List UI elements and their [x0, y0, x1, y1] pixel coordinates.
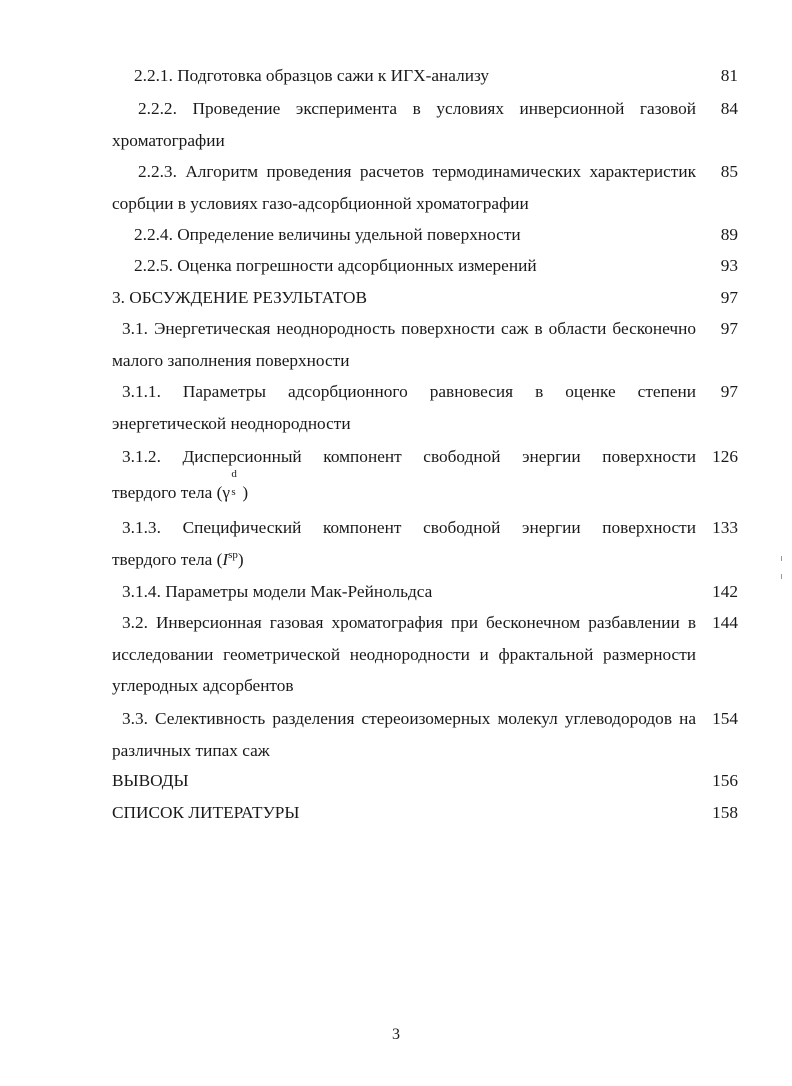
- toc-entry-title: 3.1.3. Специфический компонент свободной энергии поверхности: [122, 518, 696, 537]
- toc-entry-page: 126: [712, 447, 738, 466]
- toc-entry-title-end: ): [237, 550, 244, 569]
- toc-entry-title: 3.1.4. Параметры модели Мак-Рейнольдса: [122, 582, 433, 601]
- toc-entry-title: СПИСОК ЛИТЕРАТУРЫ: [112, 803, 300, 822]
- specific-energy-symbol: I: [222, 550, 229, 569]
- toc-entry-title-cont: твердого тела (: [112, 483, 223, 502]
- page-number: 3: [392, 1026, 400, 1043]
- toc-entry-page: 158: [712, 803, 738, 822]
- toc-entry-title: 2.2.3. Алгоритм проведения расчетов термодинамических характеристик сорбции в условиях газо-адсорбционной хроматографии: [112, 162, 696, 213]
- toc-entry-page: 85: [720, 162, 738, 181]
- toc-entry-title: 2.2.5. Оценка погрешности адсорбционных измерений: [134, 256, 537, 275]
- toc-entry-title: 3. ОБСУЖДЕНИЕ РЕЗУЛЬТАТОВ: [112, 288, 367, 307]
- toc-entry-page: 142: [712, 582, 738, 601]
- toc-entry-continuation: [112, 468, 740, 509]
- gamma-superscript: d: [231, 468, 237, 480]
- scan-speck: [781, 574, 782, 579]
- toc-entry-title-end: ): [242, 483, 249, 502]
- gamma-subscript: s: [231, 486, 236, 498]
- toc-entry-page: 154: [712, 709, 738, 728]
- toc-entry-title: 2.2.1. Подготовка образцов сажи к ИГХ-анализу: [134, 66, 490, 85]
- toc-entry-page: 84: [720, 99, 738, 118]
- toc-entry-title-cont: твердого тела (: [112, 550, 223, 569]
- scan-speck: [781, 556, 782, 561]
- gamma-symbol: [222, 468, 242, 509]
- toc-entry-title: 2.2.4. Определение величины удельной поверхности: [134, 225, 521, 244]
- toc-entry-title: 3.1. Энергетическая неоднородность поверхности саж в области бесконечно малого заполнения поверхности: [112, 319, 696, 370]
- specific-energy-superscript: sp: [228, 549, 238, 561]
- toc-entry-title: 3.1.2. Дисперсионный компонент свободной энергии поверхности: [122, 447, 696, 466]
- toc-entry-page: 97: [720, 319, 738, 338]
- gamma-letter: γ: [222, 483, 230, 502]
- toc-entry-page: 81: [720, 66, 738, 85]
- toc-entry-title: 3.3. Селективность разделения стереоизомерных молекул углеводородов на различных типах саж: [112, 709, 696, 760]
- toc-entry-page: 133: [712, 518, 738, 537]
- toc-entry-page: 97: [720, 288, 738, 307]
- toc-entry-title: 3.2. Инверсионная газовая хроматография при бесконечном разбавлении в исследовании геометрической неоднородности и фрактальной размерности углеродных адсорбентов: [112, 613, 696, 695]
- toc-entry-page: 89: [720, 225, 738, 244]
- toc-entry-page: 156: [712, 771, 738, 790]
- toc-entry-page: 93: [720, 256, 738, 275]
- toc-entry-page: 144: [712, 613, 738, 632]
- toc-entry-page: 97: [720, 382, 738, 401]
- toc-entry-title: 3.1.1. Параметры адсорбционного равновесия в оценке степени энергетической неоднородности: [112, 382, 696, 433]
- toc-entry-title: 2.2.2. Проведение эксперимента в условиях инверсионной газовой хроматографии: [112, 99, 696, 150]
- toc-entry-continuation: [112, 544, 740, 579]
- toc-entry-title: ВЫВОДЫ: [112, 771, 189, 790]
